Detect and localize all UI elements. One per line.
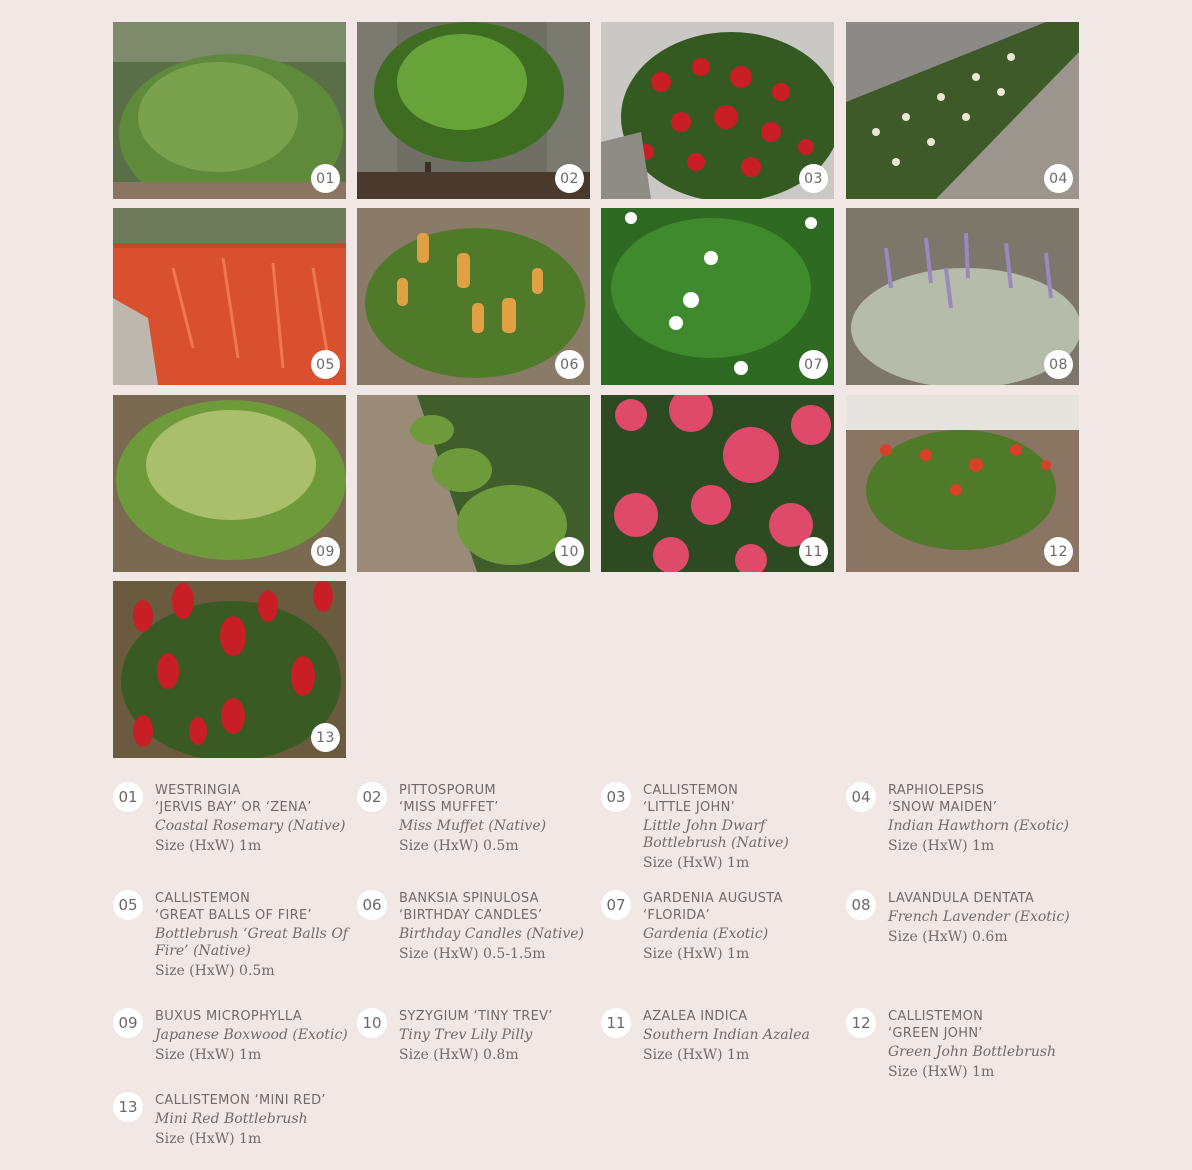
- photo-01: [113, 22, 346, 199]
- plant-number: 02: [357, 782, 387, 812]
- photo-number-badge: 13: [311, 723, 340, 752]
- plant-size: Size (HxW) 1m: [643, 946, 750, 962]
- photo-number-badge: 07: [799, 350, 828, 379]
- common-name: Coastal Rosemary (Native): [155, 818, 346, 834]
- plant-size: Size (HxW) 0.5m: [155, 963, 275, 979]
- photo-number-badge: 02: [555, 164, 584, 193]
- plant-name-line: ‘GREAT BALLS OF FIRE’: [155, 908, 312, 923]
- plant-name-line: ‘FLORIDA’: [643, 908, 710, 923]
- plant-entry: [846, 890, 1081, 946]
- plant-entry: [846, 1008, 1081, 1081]
- photo-number-badge: 12: [1044, 537, 1073, 566]
- photo-10: [357, 395, 590, 572]
- plant-name-line: CALLISTEMON ‘MINI RED’: [155, 1093, 326, 1108]
- common-name: Tiny Trev Lily Pilly: [399, 1027, 533, 1043]
- plant-number: 06: [357, 890, 387, 920]
- plant-number: 12: [846, 1008, 876, 1038]
- plant-name-line: RAPHIOLEPSIS: [888, 783, 985, 798]
- common-name: French Lavender (Exotic): [888, 909, 1070, 925]
- photo-08: [846, 208, 1079, 385]
- plant-name-line: ‘GREEN JOHN’: [888, 1026, 983, 1041]
- common-name: Indian Hawthorn (Exotic): [888, 818, 1069, 834]
- plant-size: Size (HxW) 1m: [643, 1047, 750, 1063]
- plant-name-line: ‘BIRTHDAY CANDLES’: [399, 908, 543, 923]
- plant-name-line: ‘JERVIS BAY’ OR ‘ZENA’: [155, 800, 312, 815]
- plant-number: 07: [601, 890, 631, 920]
- plant-entry: [113, 1008, 348, 1064]
- plant-name-line: CALLISTEMON: [643, 783, 739, 798]
- plant-name-line: ‘MISS MUFFET’: [399, 800, 499, 815]
- plant-entry: [846, 782, 1081, 855]
- plant-name-line: PITTOSPORUM: [399, 783, 496, 798]
- common-name: Bottlebrush ‘Great Balls Of: [155, 926, 348, 942]
- common-name: Birthday Candles (Native): [399, 926, 585, 942]
- plant-entry: [601, 1008, 836, 1064]
- photo-13: [113, 581, 346, 758]
- plant-size: Size (HxW) 1m: [643, 855, 750, 871]
- plant-number: 13: [113, 1092, 143, 1122]
- photo-number-badge: 04: [1044, 164, 1073, 193]
- photo-number-badge: 11: [799, 537, 828, 566]
- common-name: Bottlebrush (Native): [643, 835, 789, 851]
- plant-size: Size (HxW) 1m: [155, 838, 262, 854]
- photo-number-badge: 10: [555, 537, 584, 566]
- photo-number-badge: 06: [555, 350, 584, 379]
- photo-06: [357, 208, 590, 385]
- plant-entry: [113, 890, 348, 980]
- plant-entry: [601, 890, 836, 963]
- plant-name-line: GARDENIA AUGUSTA: [643, 891, 783, 906]
- plant-size: Size (HxW) 1m: [888, 838, 995, 854]
- plant-name-line: LAVANDULA DENTATA: [888, 891, 1035, 906]
- plant-number: 01: [113, 782, 143, 812]
- plant-number: 04: [846, 782, 876, 812]
- photo-11: [601, 395, 834, 572]
- plant-entry: [113, 1092, 348, 1148]
- photo-02: [357, 22, 590, 199]
- plant-size: Size (HxW) 0.5m: [399, 838, 519, 854]
- plant-entry: [357, 782, 592, 855]
- common-name: Miss Muffet (Native): [399, 818, 547, 834]
- plant-name-line: CALLISTEMON: [888, 1009, 984, 1024]
- photo-04: [846, 22, 1079, 199]
- common-name: Little John Dwarf: [643, 818, 766, 834]
- photo-05: [113, 208, 346, 385]
- photo-12: [846, 395, 1079, 572]
- plant-name-line: BANKSIA SPINULOSA: [399, 891, 539, 906]
- photo-number-badge: 09: [311, 537, 340, 566]
- common-name: Green John Bottlebrush: [888, 1044, 1057, 1060]
- plant-name-line: ‘SNOW MAIDEN’: [888, 800, 998, 815]
- plant-number: 09: [113, 1008, 143, 1038]
- plant-name-line: ‘LITTLE JOHN’: [643, 800, 736, 815]
- plant-number: 03: [601, 782, 631, 812]
- plant-size: Size (HxW) 0.6m: [888, 929, 1008, 945]
- plant-name-line: AZALEA INDICA: [643, 1009, 748, 1024]
- photo-07: [601, 208, 834, 385]
- common-name: Japanese Boxwood (Exotic): [155, 1027, 348, 1043]
- plant-size: Size (HxW) 1m: [155, 1131, 262, 1147]
- plant-size: Size (HxW) 1m: [888, 1064, 995, 1080]
- plant-size: Size (HxW) 0.8m: [399, 1047, 519, 1063]
- plant-name-line: BUXUS MICROPHYLLA: [155, 1009, 302, 1024]
- plant-name-line: WESTRINGIA: [155, 783, 241, 798]
- photo-number-badge: 01: [311, 164, 340, 193]
- common-name: Mini Red Bottlebrush: [155, 1111, 308, 1127]
- plant-entry: [601, 782, 836, 872]
- photo-03: [601, 22, 834, 199]
- photo-09: [113, 395, 346, 572]
- photo-number-badge: 05: [311, 350, 340, 379]
- common-name: Southern Indian Azalea: [643, 1027, 810, 1043]
- plant-number: 08: [846, 890, 876, 920]
- common-name: Fire’ (Native): [155, 943, 251, 959]
- photo-number-badge: 03: [799, 164, 828, 193]
- common-name: Gardenia (Exotic): [643, 926, 769, 942]
- plant-size: Size (HxW) 0.5-1.5m: [399, 946, 546, 962]
- plant-entry: [357, 1008, 592, 1064]
- plant-number: 10: [357, 1008, 387, 1038]
- plant-size: Size (HxW) 1m: [155, 1047, 262, 1063]
- photo-number-badge: 08: [1044, 350, 1073, 379]
- plant-number: 05: [113, 890, 143, 920]
- plant-entry: [113, 782, 348, 855]
- plant-number: 11: [601, 1008, 631, 1038]
- plant-name-line: CALLISTEMON: [155, 891, 251, 906]
- plant-name-line: SYZYGIUM ‘TINY TREV’: [399, 1009, 553, 1024]
- plant-entry: [357, 890, 592, 963]
